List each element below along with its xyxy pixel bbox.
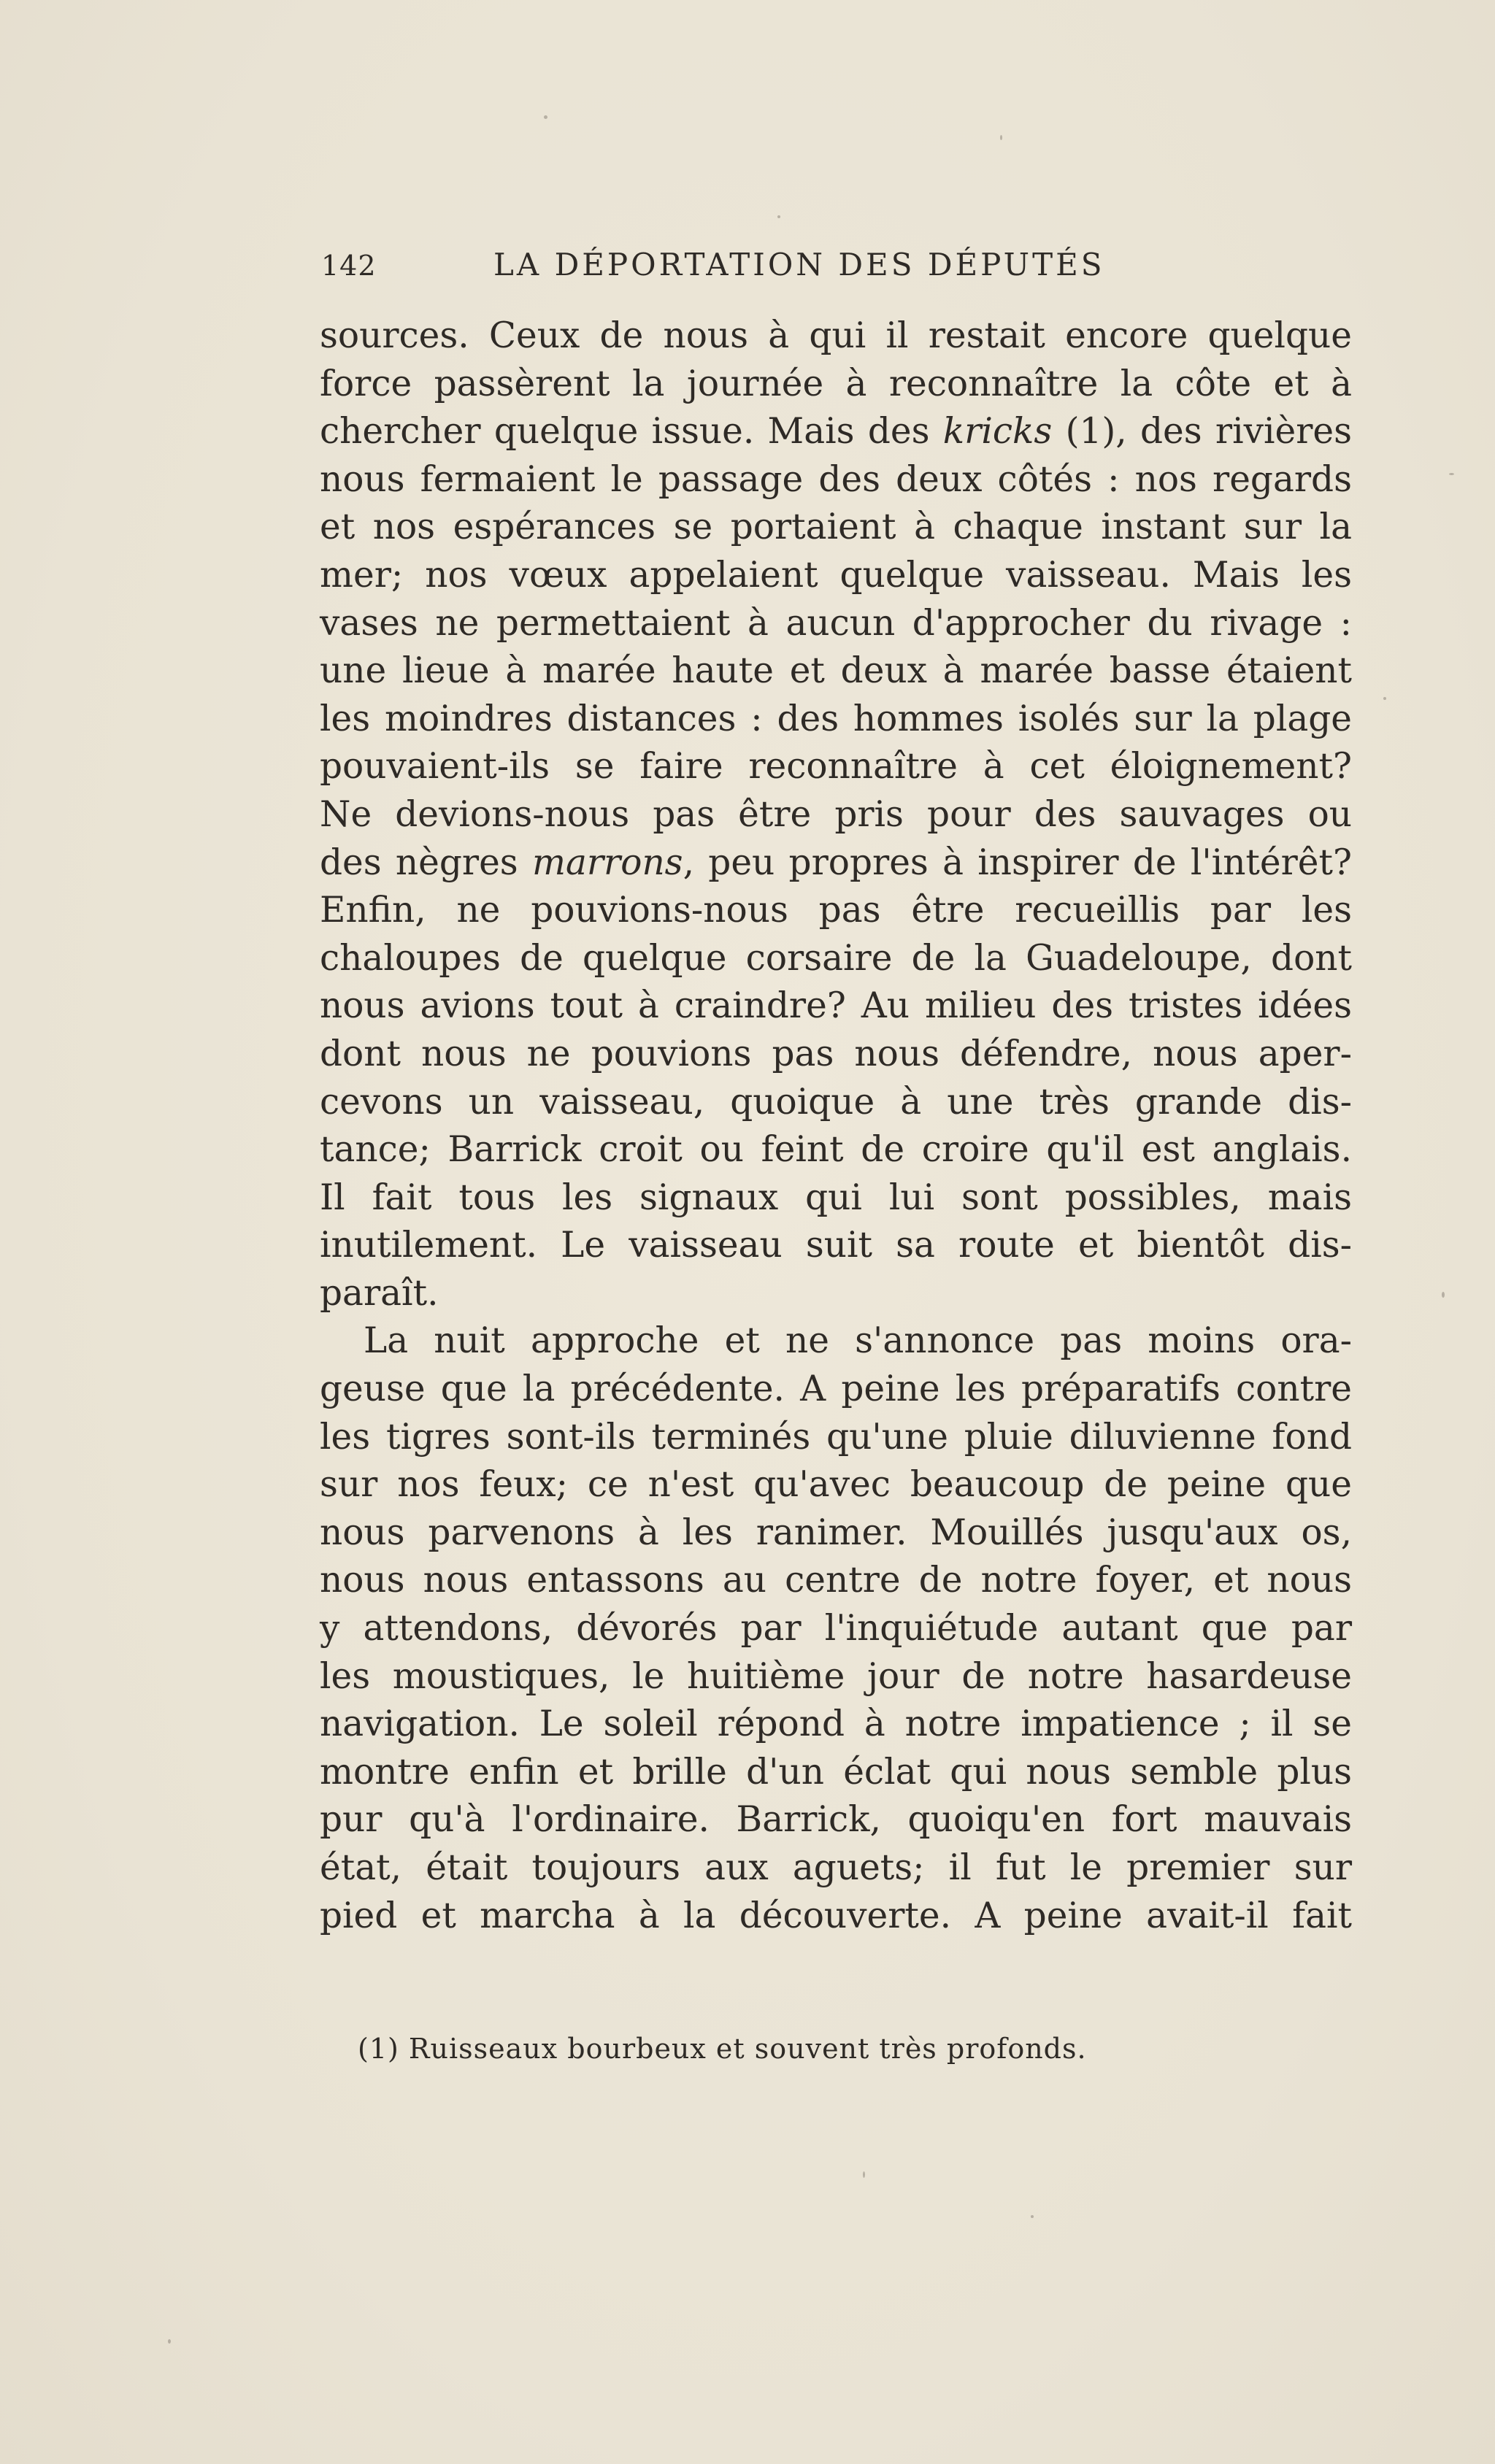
text-line: Ne devions-nous pas être pris pour des sauvages ou (320, 793, 1352, 835)
text-line: nous parvenons à les ranimer. Mouillés jusqu'aux os, (320, 1512, 1352, 1553)
text-line: nous nous entassons au centre de notre foyer, et nous (320, 1560, 1352, 1601)
text-line: les moindres distances : des hommes isolés sur la plage (320, 698, 1352, 739)
footnote: (1) Ruisseaux bourbeux et souvent très profonds. (358, 2033, 1087, 2065)
paper-speck (777, 215, 780, 218)
text-line: pur qu'à l'ordinaire. Barrick, quoiqu'en fort mauvais (320, 1799, 1352, 1841)
italic-term: kricks (942, 411, 1053, 453)
text-line: des nègres marrons, peu propres à inspirer de l'intérêt? (320, 842, 1353, 883)
body-text (320, 312, 1352, 1940)
text-line: paraît. (320, 1272, 439, 1314)
text-line: cevons un vaisseau, quoique à une très grande dis- (320, 1081, 1352, 1123)
text-line: une lieue à marée haute et deux à marée basse étaient (320, 650, 1352, 692)
text-line: mer; nos vœux appelaient quelque vaisseau. Mais les (320, 554, 1352, 596)
text-line: nous fermaient le passage des deux côtés : nos regards (320, 458, 1352, 500)
paper-speck (1000, 135, 1002, 140)
text-line: sur nos feux; ce n'est qu'avec beaucoup de peine que (320, 1464, 1352, 1506)
text-line: tance; Barrick croit ou feint de croire qu'il est anglais. (320, 1129, 1352, 1171)
text-line: et nos espérances se portaient à chaque instant sur la (320, 507, 1352, 548)
text-line: La nuit approche et ne s'annonce pas moins ora- (364, 1320, 1352, 1362)
text-line: geuse que la précédente. A peine les préparatifs contre (320, 1368, 1352, 1410)
text-line: Enfin, ne pouvions-nous pas être recueillis par les (320, 890, 1352, 931)
running-title: LA DÉPORTATION DES DÉPUTÉS (493, 247, 1105, 282)
page-number: 142 (321, 250, 377, 282)
paper-speck (168, 2339, 171, 2344)
paper-speck (1449, 473, 1454, 475)
text-line: inutilement. Le vaisseau suit sa route et bientôt dis- (320, 1225, 1352, 1266)
text-line: les tigres sont-ils terminés qu'une pluie diluvienne fond (320, 1416, 1352, 1458)
text-line: pouvaient-ils se faire reconnaître à cet éloignement? (320, 746, 1352, 788)
text-line: montre enfin et brille d'un éclat qui nous semble plus (320, 1751, 1352, 1793)
italic-term: marrons (531, 842, 683, 883)
text-line: chercher quelque issue. Mais des kricks (1), des rivières (320, 411, 1353, 453)
text-line: Il fait tous les signaux qui lui sont possibles, mais (320, 1177, 1352, 1218)
paper-speck (1031, 2215, 1034, 2218)
text-line: les moustiques, le huitième jour de notre hasardeuse (320, 1655, 1352, 1697)
text-line: vases ne permettaient à aucun d'approcher du rivage : (320, 602, 1352, 644)
text-line: chaloupes de quelque corsaire de la Guadeloupe, dont (320, 937, 1352, 979)
text-line: nous avions tout à craindre? Au milieu des tristes idées (320, 985, 1352, 1027)
paper-speck (1383, 697, 1386, 700)
text-line: sources. Ceux de nous à qui il restait encore quelque (320, 315, 1352, 356)
text-line: y attendons, dévorés par l'inquiétude autant que par (320, 1608, 1352, 1649)
text-line: pied et marcha à la découverte. A peine avait-il fait (320, 1895, 1352, 1936)
text-line: force passèrent la journée à reconnaître la côte et à (320, 363, 1352, 404)
paper-speck (544, 115, 547, 119)
paper-speck (1442, 1292, 1445, 1298)
text-line: dont nous ne pouvions pas nous défendre, nous aper- (320, 1033, 1352, 1074)
text-line: navigation. Le soleil répond à notre impatience ; il se (320, 1703, 1352, 1745)
text-line: état, était toujours aux aguets; il fut le premier sur (320, 1847, 1352, 1888)
paper-speck (863, 2171, 865, 2178)
page-header (321, 247, 1190, 290)
